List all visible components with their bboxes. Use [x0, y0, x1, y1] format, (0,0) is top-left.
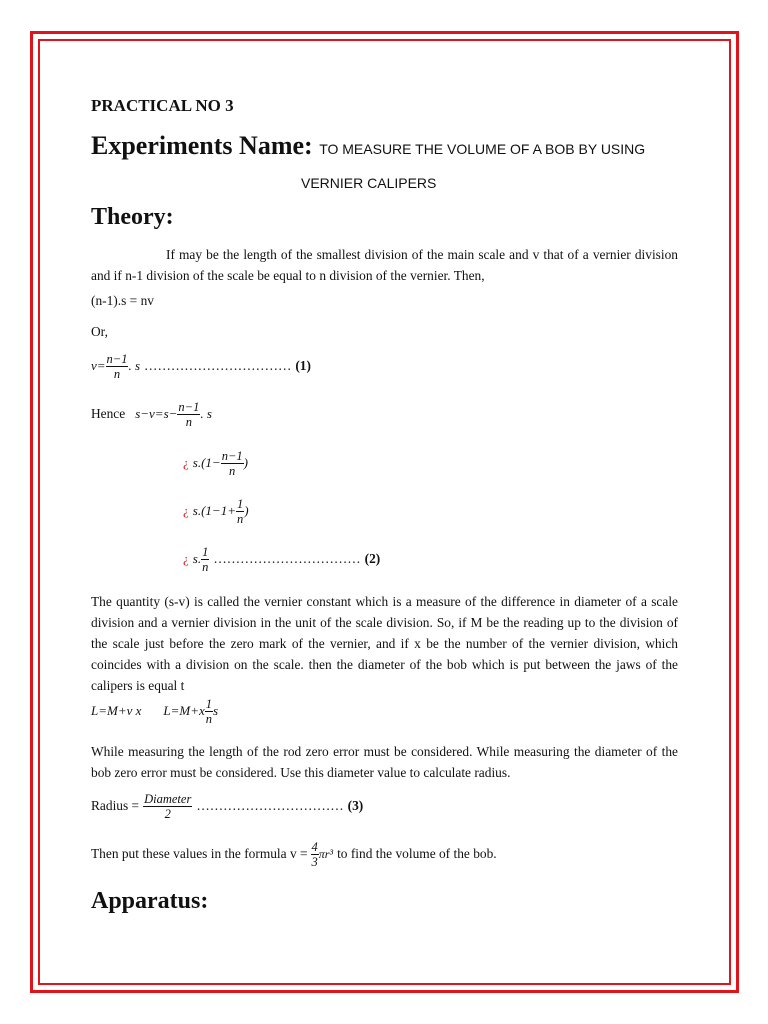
eq1-number: (1) — [295, 358, 311, 374]
step3-fraction — [201, 545, 209, 574]
volume-denominator: 3 — [311, 855, 318, 869]
eq-L2-pre: L=M+x — [163, 703, 205, 719]
eq1-denominator: n — [113, 367, 121, 381]
step3-denominator: n — [202, 560, 209, 574]
radius-fraction — [143, 792, 192, 821]
eq-relation: (n-1).s = nv — [91, 293, 154, 308]
step2-post: ) — [244, 503, 249, 519]
radius-dots: …………………………… — [196, 798, 344, 814]
step3-numerator: 1 — [202, 545, 209, 559]
step2-mark: ¿ — [183, 503, 189, 519]
radius-equation — [91, 792, 363, 821]
volume-pi-r3: πr³ — [318, 847, 334, 862]
eq1-tail: . s — [128, 358, 141, 374]
step1-mark: ¿ — [183, 455, 189, 471]
practical-heading: PRACTICAL NO 3 — [91, 96, 234, 115]
step-2 — [183, 497, 249, 526]
radius-denominator: 2 — [164, 807, 171, 821]
eq1-dots: …………………………… — [144, 358, 292, 374]
zero-error-paragraph: While measuring the length of the rod zero error must be considered. While measuring the diameter of the bob zero error must be considered. Use this diameter value to calculate radius. — [91, 744, 678, 780]
volume-pre: Then put these values in the formula v = — [91, 846, 308, 862]
step2-fraction — [236, 497, 244, 526]
volume-post: to find the volume of the bob. — [337, 846, 497, 862]
radius-label: Radius = — [91, 798, 140, 814]
hence-fraction — [177, 400, 200, 429]
step1-post: ) — [243, 455, 248, 471]
eq1-fraction — [106, 352, 129, 381]
step3-pre: s. — [192, 551, 202, 567]
eq-L2-post: s — [213, 703, 219, 719]
step1-fraction — [221, 449, 244, 478]
hence-tail: . s — [200, 406, 212, 422]
step3-number: (2) — [364, 551, 381, 567]
step1-numerator: n−1 — [221, 449, 243, 463]
eq-L2-fraction — [205, 697, 213, 726]
step2-denominator: n — [236, 512, 244, 526]
step1-pre: s.(1− — [192, 455, 221, 471]
theory-intro: If may be the length of the smallest division of the main scale and v that of a vernier division and if n-1 division of the scale be equal to n division of the vernier. Then, — [91, 247, 678, 283]
hence-denominator: n — [185, 415, 193, 429]
step-1 — [183, 449, 248, 478]
volume-formula — [91, 840, 497, 869]
experiment-label: Experiments Name: — [91, 131, 313, 160]
hence-expr: s−v=s− — [135, 406, 178, 422]
step2-pre: s.(1−1+ — [192, 503, 236, 519]
equation-1 — [91, 352, 311, 381]
step2-numerator: 1 — [236, 497, 244, 511]
quantity-paragraph: The quantity (s-v) is called the vernier constant which is a measure of the difference in diameter of a scale division and a vernier division in the unit of the scale division. So, if M be the reading up to the division of the scale just before the zero mark of the vernier, and if x be the number of the vernier division, which coincides with a division on the scale. then the diameter of the bob which is put between the jaws of the calipers is equal t — [91, 594, 678, 693]
volume-fraction — [311, 840, 319, 869]
eq-L2-denominator: n — [205, 712, 213, 726]
step3-mark: ¿ — [183, 551, 189, 567]
step3-dots: …………………………… — [213, 551, 361, 567]
experiment-title — [91, 131, 645, 161]
experiment-name-line1: TO MEASURE THE VOLUME OF A BOB BY USING — [319, 141, 646, 157]
volume-numerator: 4 — [311, 840, 318, 854]
hence-label: Hence — [91, 406, 126, 422]
step-3 — [183, 545, 380, 574]
length-equations — [91, 697, 218, 726]
radius-numerator: Diameter — [144, 792, 192, 806]
experiment-name-line2: VERNIER CALIPERS — [301, 175, 437, 191]
eq1-lhs: v= — [91, 358, 106, 374]
radius-number: (3) — [347, 798, 364, 814]
hence-equation — [91, 400, 212, 429]
eq-L2-numerator: 1 — [205, 697, 213, 711]
apparatus-heading: Apparatus: — [91, 888, 209, 914]
eq1-numerator: n−1 — [106, 352, 128, 366]
hence-numerator: n−1 — [178, 400, 200, 414]
step1-denominator: n — [229, 464, 236, 478]
or-text: Or, — [91, 324, 108, 339]
eq-L1: L=M+v x — [91, 703, 142, 719]
theory-heading: Theory: — [91, 204, 174, 230]
